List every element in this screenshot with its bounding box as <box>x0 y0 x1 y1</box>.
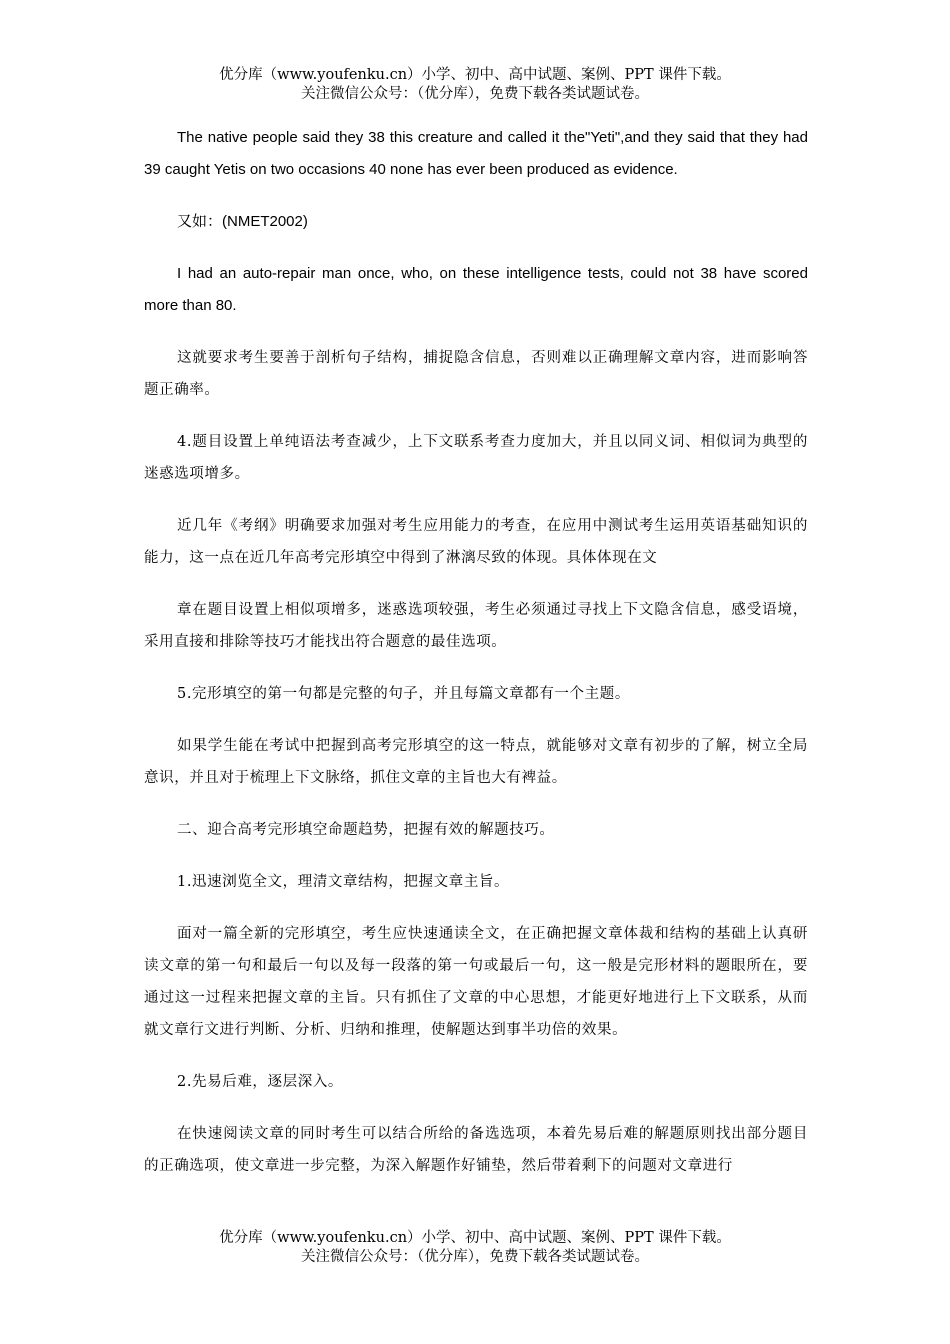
document-body <box>144 122 808 1202</box>
header-line-1: 优分库（www.youfenku.cn）小学、初中、高中试题、案例、PPT 课件下载。 <box>219 67 731 83</box>
paragraph-tip-2: 2.先易后难，逐层深入。 <box>177 1074 344 1090</box>
paragraph-similar-options: 章在题目设置上相似项增多，迷惑选项较强，考生必须通过寻找上下文隐含信息，感受语境，采用直接和排除等技巧才能找出符合题意的最佳选项。 <box>144 602 808 650</box>
page-footer <box>0 1229 950 1267</box>
paragraph-point-5: 5.完形填空的第一句都是完整的句子，并且每篇文章都有一个主题。 <box>177 686 630 702</box>
footer-line-2: 关注微信公众号：（优分库），免费下载各类试题试卷。 <box>301 1249 649 1265</box>
section-heading-2: 二、迎合高考完形填空命题趋势，把握有效的解题技巧。 <box>177 822 555 838</box>
paragraph-easy-first: 在快速阅读文章的同时考生可以结合所给的备选选项，本着先易后难的解题原则找出部分题目的正确选项，使文章进一步完整，为深入解题作好铺垫，然后带着剩下的问题对文章进行 <box>144 1126 808 1174</box>
paragraph-point-4: 4.题目设置上单纯语法考查减少，上下文联系考查力度加大，并且以同义词、相似词为典型的迷惑选项增多。 <box>144 434 808 482</box>
page-header <box>0 66 950 104</box>
paragraph-sentence-structure: 这就要求考生要善于剖析句子结构，捕捉隐含信息，否则难以正确理解文章内容，进而影响答题正确率。 <box>144 350 808 398</box>
paragraph-syllabus: 近几年《考纲》明确要求加强对考生应用能力的考查，在应用中测试考生运用英语基础知识的能力，这一点在近几年高考完形填空中得到了淋漓尽致的体现。具体体现在文 <box>144 518 808 566</box>
paragraph-read-full-text: 面对一篇全新的完形填空，考生应快速通读全文，在正确把握文章体裁和结构的基础上认真研读文章的第一句和最后一句以及每一段落的第一句或最后一句，这一般是完形材料的题眼所在，要通过这一过程来把握文章的主旨。只有抓住了文章的中心思想，才能更好地进行上下文联系，从而就文章行文进行判断、分析、归纳和推理，使解题达到事半功倍的效果。 <box>144 926 808 1038</box>
paragraph-auto-repair-example: I had an auto-repair man once, who, on these intelligence tests, could not 38 have scored more than 80. <box>144 265 808 314</box>
footer-line-1: 优分库（www.youfenku.cn）小学、初中、高中试题、案例、PPT 课件下载。 <box>219 1230 731 1246</box>
paragraph-nmet-label: 又如：(NMET2002) <box>177 213 308 230</box>
paragraph-yeti-example: The native people said they 38 this creature and called it the"Yeti",and they said that they had 39 caught Yetis on two occasions 40 none has ever been produced as evidence. <box>144 129 808 178</box>
paragraph-tip-1: 1.迅速浏览全文，理清文章结构，把握文章主旨。 <box>177 874 510 890</box>
header-line-2: 关注微信公众号：（优分库），免费下载各类试题试卷。 <box>301 86 649 102</box>
paragraph-global-awareness: 如果学生能在考试中把握到高考完形填空的这一特点，就能够对文章有初步的了解，树立全局意识，并且对于梳理上下文脉络，抓住文章的主旨也大有裨益。 <box>144 738 808 786</box>
